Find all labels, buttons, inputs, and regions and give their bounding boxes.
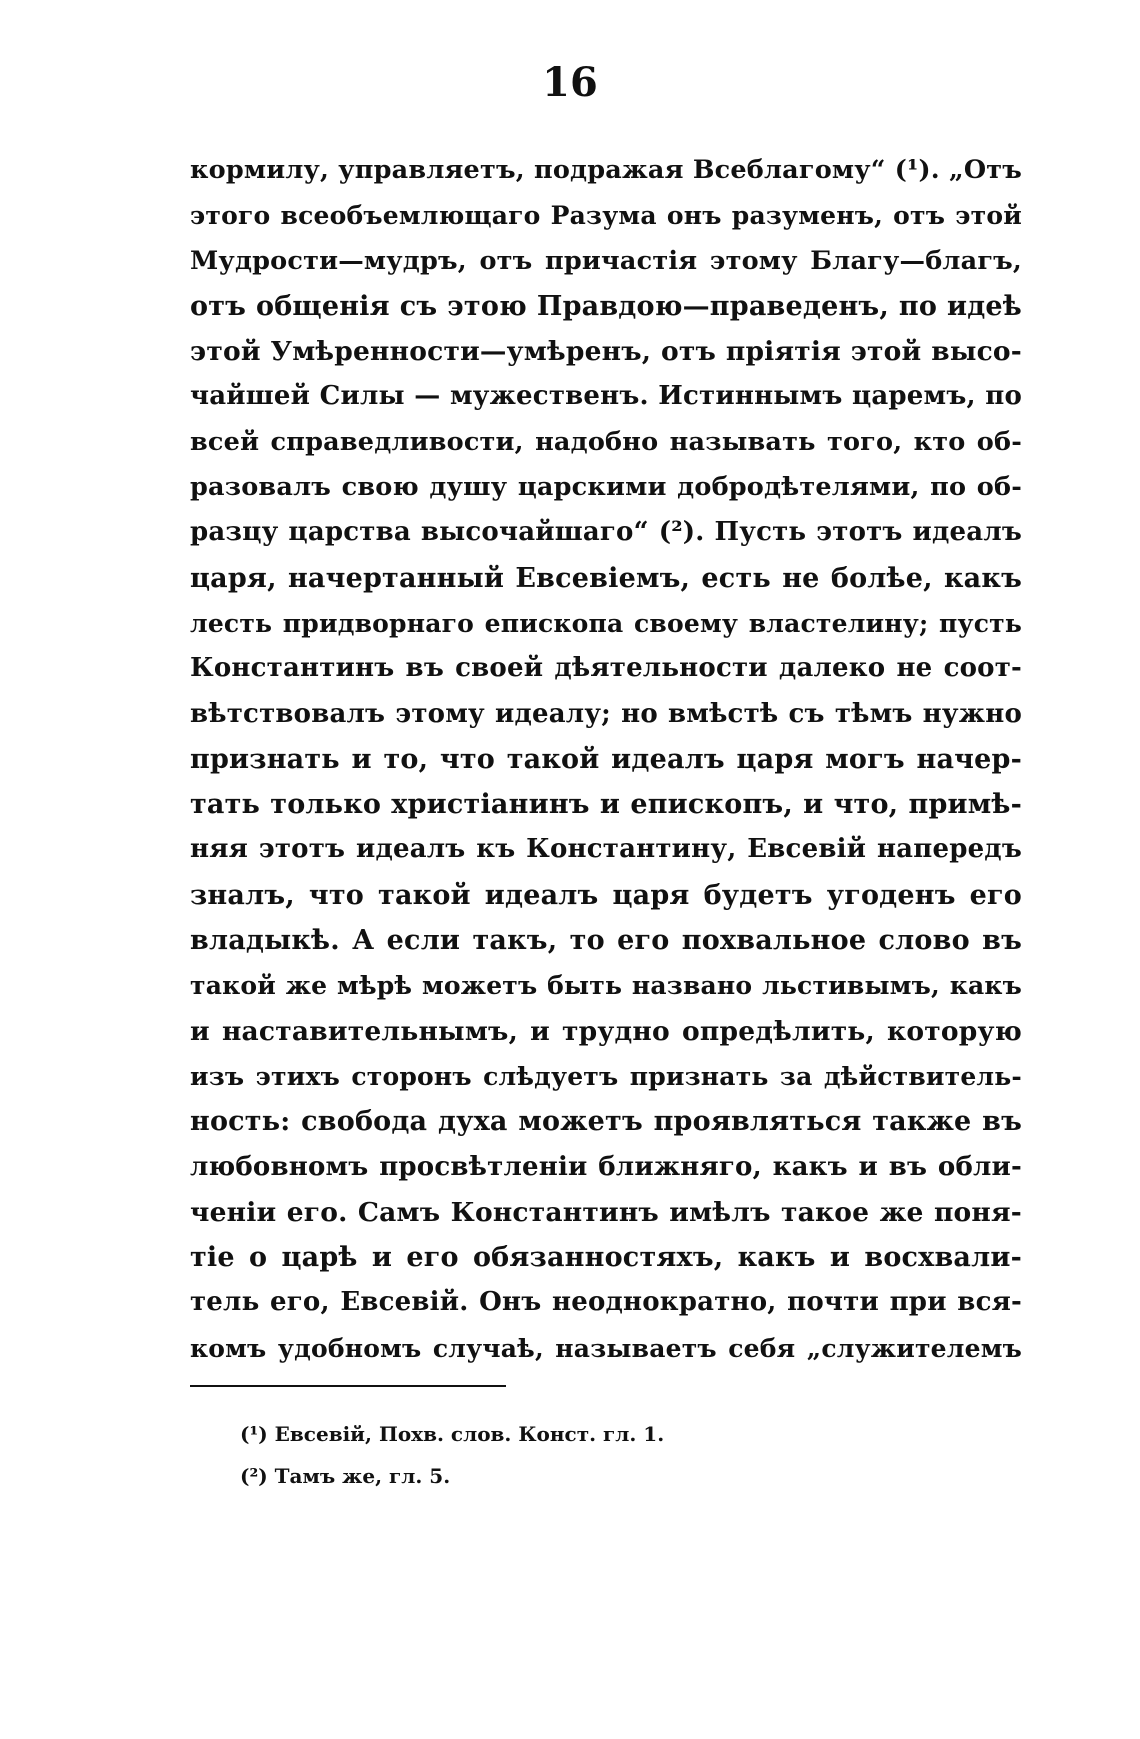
text-line: комъ удобномъ случаѣ, называетъ себя „служителемъ xyxy=(190,1333,1022,1363)
text-line: изъ этихъ сторонъ слѣдуетъ признать за дѣйствитель- xyxy=(190,1061,1022,1091)
text-line: всей справедливости, надобно называть того, кто об- xyxy=(190,426,1022,457)
body-text xyxy=(190,148,1022,1371)
text-line: Мудрости—мудръ, отъ причастія этому Благу—благъ, xyxy=(190,245,1022,276)
text-line: тель его, Евсевій. Онъ неоднократно, почти при вся- xyxy=(190,1287,1022,1318)
footnotes xyxy=(240,1413,840,1497)
text-line: лесть придворнаго епископа своему властелину; пусть xyxy=(190,608,1022,638)
text-line: тіе о царѣ и его обязанностяхъ, какъ и восхвали- xyxy=(190,1242,1022,1274)
text-line: кормилу, управляетъ, подражая Всеблагому“ (¹). „Отъ xyxy=(190,155,1022,185)
text-line: отъ общенія съ этою Правдою—праведенъ, по идеѣ xyxy=(190,290,1022,322)
text-line: признать и то, что такой идеалъ царя могъ начер- xyxy=(190,743,1022,775)
text-line: и наставительнымъ, и трудно опредѣлить, которую xyxy=(190,1015,1022,1047)
text-line: чайшей Силы — мужественъ. Истиннымъ царемъ, по xyxy=(190,381,1022,412)
text-line: ченіи его. Самъ Константинъ имѣлъ такое же поня- xyxy=(190,1196,1022,1228)
text-line: такой же мѣрѣ можетъ быть названо льстивымъ, какъ xyxy=(190,971,1022,1001)
text-line: Константинъ въ своей дѣятельности далеко не соот- xyxy=(190,653,1022,684)
text-line: ность: свобода духа можетъ проявляться также въ xyxy=(190,1106,1022,1138)
text-line: тать только христіанинъ и епископъ, и что, примѣ- xyxy=(190,789,1022,821)
footnote: (¹) Евсевій, Похв. слов. Конст. гл. 1. xyxy=(240,1422,665,1446)
text-line: владыкѣ. А если такъ, то его похвальное слово въ xyxy=(190,925,1022,957)
text-line: этого всеобъемлющаго Разума онъ разуменъ, отъ этой xyxy=(190,201,1022,231)
text-line: разовалъ свою душу царскими добродѣтелями, по об- xyxy=(190,472,1022,503)
footnote-divider xyxy=(190,1385,506,1387)
footnote: (²) Тамъ же, гл. 5. xyxy=(240,1464,451,1488)
text-line: вѣтствовалъ этому идеалу; но вмѣстѣ съ тѣмъ нужно xyxy=(190,698,1022,729)
text-line: любовномъ просвѣтленіи ближняго, какъ и въ обли- xyxy=(190,1151,1022,1182)
page-number: 16 xyxy=(542,59,598,106)
text-line: зналъ, что такой идеалъ царя будетъ угоденъ его xyxy=(190,879,1022,911)
text-line: царя, начертанный Евсевіемъ, есть не болѣе, какъ xyxy=(190,562,1022,594)
text-line: разцу царства высочайшаго“ (²). Пусть этотъ идеалъ xyxy=(190,517,1022,548)
text-line: этой Умѣренности—умѣренъ, отъ пріятія этой высо- xyxy=(190,336,1022,368)
text-line: няя этотъ идеалъ къ Константину, Евсевій напередъ xyxy=(190,834,1022,865)
